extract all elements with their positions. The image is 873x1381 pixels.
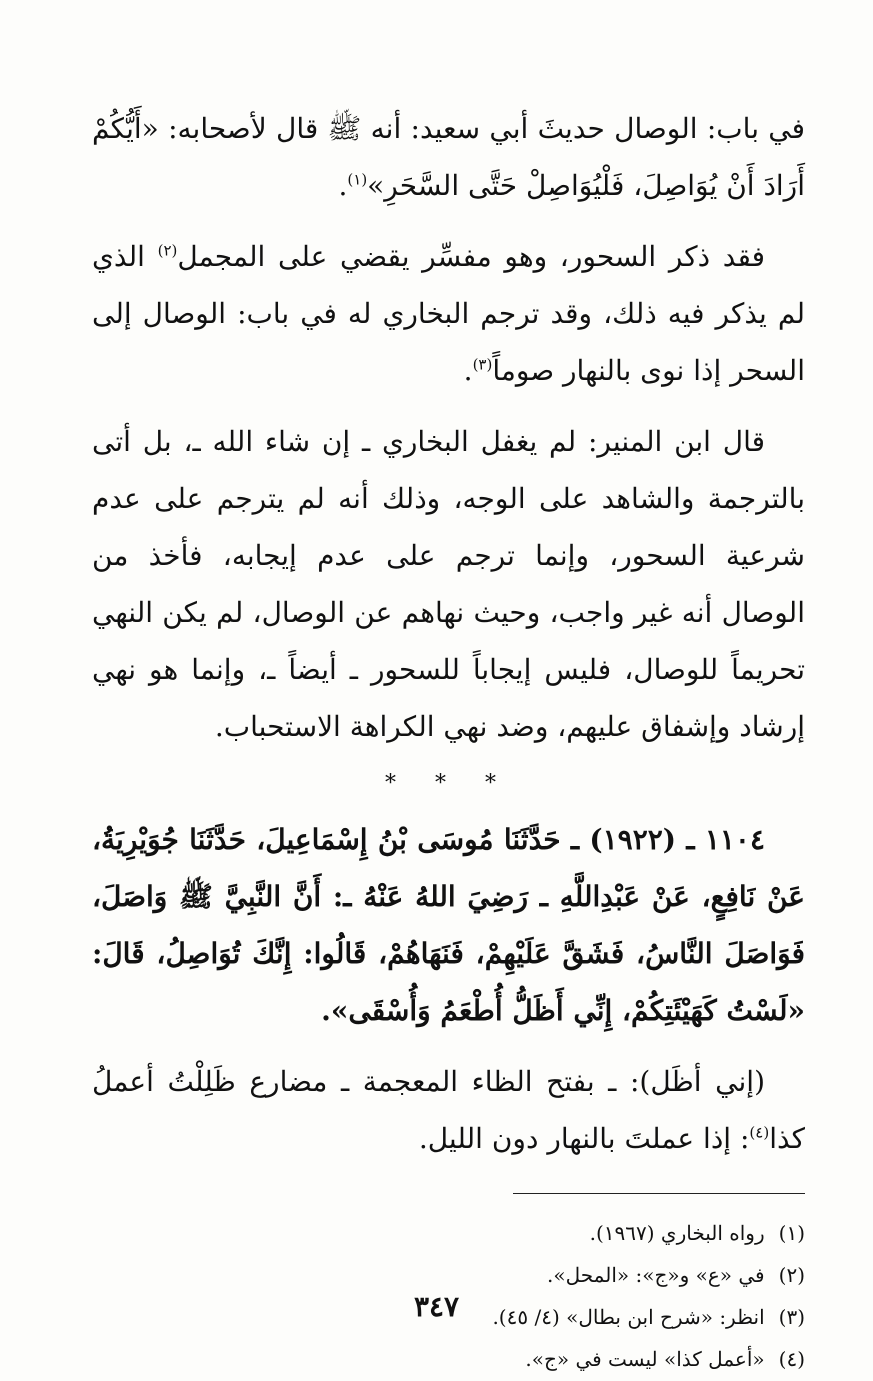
paragraph-2-text-b: الذي لم يذكر فيه ذلك، وقد ترجم البخاري له في باب: الوصال إلى السحر إذا نوى بالنهار صوماً xyxy=(92,240,805,387)
footnote-number: (٢) xyxy=(778,1263,805,1287)
footnote-text: رواه البخاري (١٩٦٧). xyxy=(589,1221,765,1245)
footnote-ref-3[interactable]: (٣) xyxy=(472,355,493,374)
footnote-1 xyxy=(92,1212,805,1254)
footnote-ref-2[interactable]: (٢) xyxy=(157,241,178,260)
commentary-text-a: (إني أظَل): ـ بفتح الظاء المعجمة ـ مضارع ظَلِلْتُ أعملُ كذا xyxy=(92,1065,805,1155)
footnote-number: (١) xyxy=(778,1221,805,1245)
footnote-ref-4[interactable]: (٤) xyxy=(749,1123,770,1142)
footnote-number: (٣) xyxy=(778,1305,805,1329)
hadith-text: ١١٠٤ ـ (١٩٢٢) ـ حَدَّثَنَا مُوسَى بْنُ إِسْمَاعِيلَ، حَدَّثَنَا جُوَيْرِيَةُ، عَنْ نَافِعٍ، عَنْ عَبْدِاللَّهِ ـ رَضِيَ اللهُ عَنْهُ ـ: أَنَّ النَّبِيَّ ﷺ وَاصَلَ، فَوَاصَلَ النَّاسُ، فَشَقَّ عَلَيْهِمْ، فَنَهَاهُمْ، قَالُوا: إِنَّكَ تُوَاصِلُ، قَالَ: «لَسْتُ كَهَيْئَتِكُمْ، إِنِّي أَظَلُّ أُطْعَمُ وَأُسْقَى». xyxy=(92,823,805,1027)
footnote-divider xyxy=(513,1193,805,1194)
footnote-4 xyxy=(92,1338,805,1380)
footnote-ref-1[interactable]: (١) xyxy=(347,170,368,189)
commentary-paragraph xyxy=(92,1053,805,1167)
footnote-number: (٤) xyxy=(778,1347,805,1371)
paragraph-2 xyxy=(92,228,805,399)
paragraph-2-end: . xyxy=(463,354,473,387)
paragraph-1 xyxy=(92,100,805,214)
paragraph-1-end: . xyxy=(338,169,348,202)
paragraph-3: قال ابن المنير: لم يغفل البخاري ـ إن شاء الله ـ، بل أتى بالترجمة والشاهد على الوجه، وذلك أنه لم يترجم على عدم شرعية السحور، وإنما ترجم على عدم إيجابه، فأخذ من الوصال أنه غير واجب، وحيث نهاهم عن الوصال، لم يكن النهي تحريماً للوصال، فليس إيجاباً للسحور ـ أيضاً ـ، وإنما هو نهي إرشاد وإشفاق عليهم، وضد نهي الكراهة الاستحباب. xyxy=(92,425,805,743)
footnote-text: «أعمل كذا» ليست في «ج». xyxy=(525,1347,765,1371)
footnote-text: انظر: «شرح ابن بطال» (٤/ ٤٥). xyxy=(492,1305,765,1329)
commentary-text-b: : إذا عملتَ بالنهار دون الليل. xyxy=(418,1122,750,1155)
paragraph-2-text-a: فقد ذكر السحور، وهو مفسِّر يقضي على المجمل xyxy=(177,240,765,273)
section-separator: * * * xyxy=(385,771,512,796)
page-number: ٣٤٧ xyxy=(413,1290,460,1323)
footnote-text: في «ع» و«ج»: «المحل». xyxy=(547,1263,765,1287)
paragraph-1-text: في باب: الوصال حديثَ أبي سعيد: أنه ﷺ قال لأصحابه: «أَيُّكُمْ أَرَادَ أَنْ يُوَاصِلَ، فَلْيُوَاصِلْ حَتَّى السَّحَرِ» xyxy=(92,112,805,202)
